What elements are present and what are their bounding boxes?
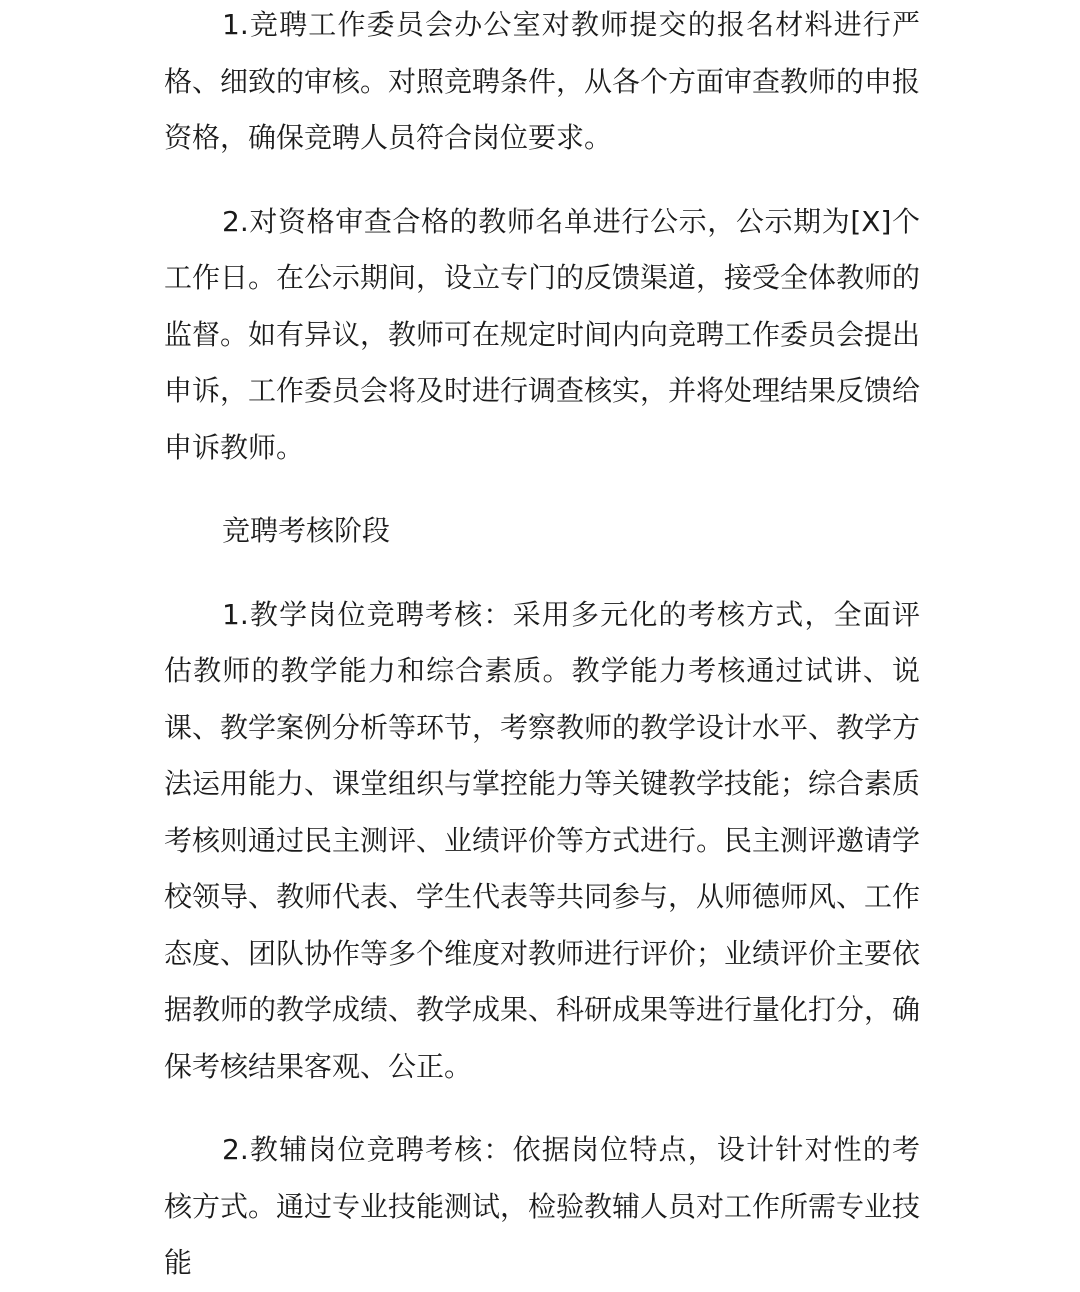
paragraph-gap [164,560,920,587]
paragraph-gap [164,167,920,194]
section-heading: 竞聘考核阶段 [222,514,391,547]
paragraph-teaching-assessment: 1.教学岗位竞聘考核：采用多元化的考核方式，全面评估教师的教学能力和综合素质。教学能力考核通过试讲、说课、教学案例分析等环节，考察教师的教学设计水平、教学方法运用能力、课堂组织与掌控能力等关键教学技能；综合素质考核则通过民主测评、业绩评价等方式进行。民主测评邀请学校领导、教师代表、学生代表等共同参与，从师德师风、工作态度、团队协作等多个维度对教师进行评价；业绩评价主要依据教师的教学成绩、教学成果、科研成果等进行量化打分，确保考核结果客观、公正。 [164,597,921,1083]
paragraph-gap [164,476,920,503]
paragraph-gap [164,1095,920,1122]
paragraph-qualification-review: 1.竞聘工作委员会办公室对教师提交的报名材料进行严格、细致的审核。对照竞聘条件，从各个方面审查教师的申报资格，确保竞聘人员符合岗位要求。 [164,8,921,154]
paragraph-public-notice: 2.对资格审查合格的教师名单进行公示，公示期为[X]个工作日。在公示期间，设立专门的反馈渠道，接受全体教师的监督。如有异议，教师可在规定时间内向竞聘工作委员会提出申诉，工作委员会将及时进行调查核实，并将处理结果反馈给申诉教师。 [164,204,921,464]
paragraph-auxiliary-assessment: 2.教辅岗位竞聘考核：依据岗位特点，设计针对性的考核方式。通过专业技能测试，检验教辅人员对工作所需专业技能 [164,1133,921,1279]
document-body [164,0,920,1292]
